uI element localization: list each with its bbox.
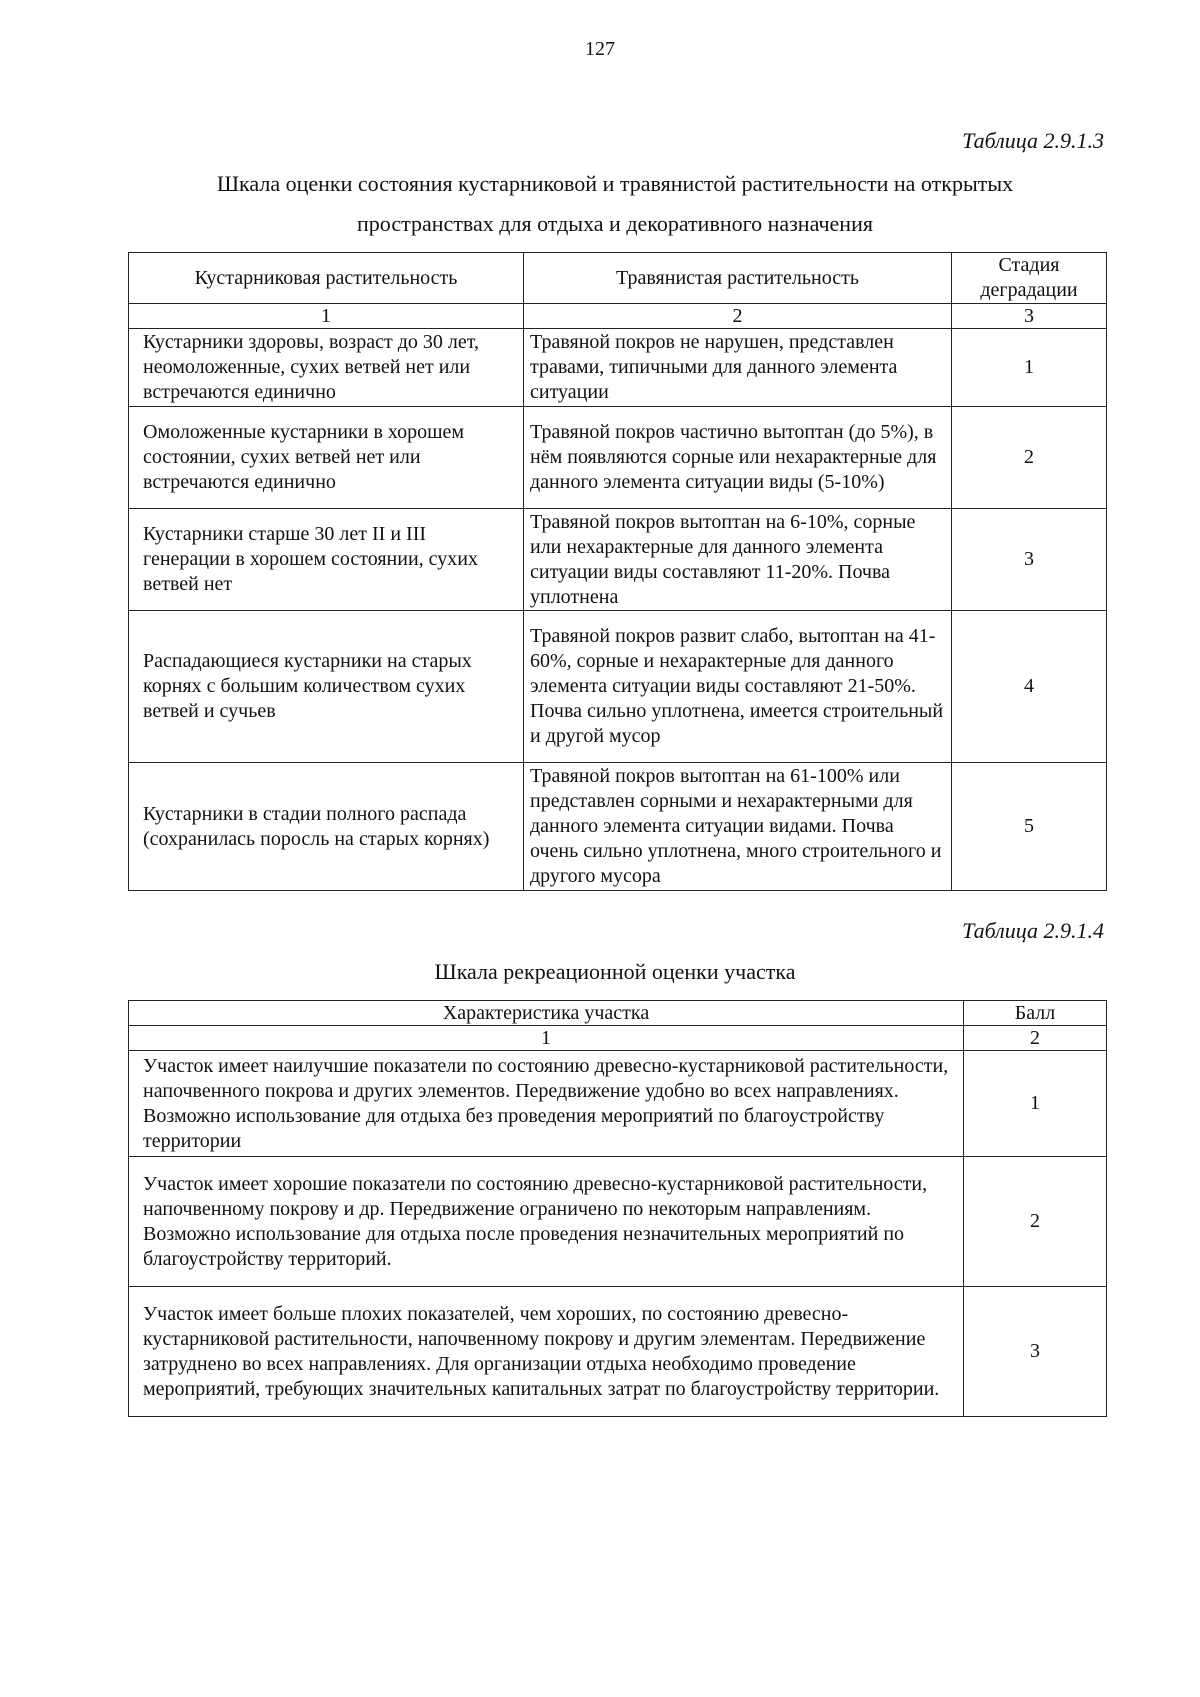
stage-cell: 4 bbox=[952, 611, 1107, 763]
table-row bbox=[129, 763, 1107, 891]
score-cell: 2 bbox=[964, 1157, 1107, 1287]
grass-cell: Травяной покров вытоптан на 61-100% или представлен сорными и нехарактерными для данного элемента ситуации видами. Почва очень сильно уплотнена, много строительного и другого мусора bbox=[524, 763, 952, 891]
column-number: 2 bbox=[964, 1026, 1107, 1051]
table-header-row bbox=[129, 1001, 1107, 1026]
table-header-row bbox=[129, 253, 1107, 304]
grass-cell: Травяной покров частично вытоптан (до 5%), в нём появляются сорные или нехарактерные для данного элемента ситуации виды (5-10%) bbox=[524, 407, 952, 509]
table-row bbox=[129, 1051, 1107, 1157]
table-row bbox=[129, 1157, 1107, 1287]
table1-caption-line2: пространствах для отдыха и декоративного назначения bbox=[357, 211, 873, 236]
table-row bbox=[129, 1287, 1107, 1417]
shrub-cell: Омоложенные кустарники в хорошем состоянии, сухих ветвей нет или встречаются единично bbox=[129, 407, 524, 509]
shrub-cell: Кустарники старше 30 лет II и III генерации в хорошем состоянии, сухих ветвей нет bbox=[129, 509, 524, 611]
column-number: 1 bbox=[129, 1026, 964, 1051]
table1-label: Таблица 2.9.1.3 bbox=[962, 128, 1104, 153]
grass-cell: Травяной покров не нарушен, представлен травами, типичными для данного элемента ситуации bbox=[524, 329, 952, 407]
stage-cell: 3 bbox=[952, 509, 1107, 611]
table1-caption bbox=[120, 164, 1110, 244]
description-cell: Участок имеет хорошие показатели по состоянию древесно-кустарниковой растительности, напочвенному покрову и др. Передвижение ограничено по некоторым направлениям. Возможно использование для отдыха после проведения незначительных мероприятий по благоустройству территорий. bbox=[129, 1157, 964, 1287]
table-row bbox=[129, 407, 1107, 509]
shrub-cell: Распадающиеся кустарники на старых корнях с большим количеством сухих ветвей и сучьев bbox=[129, 611, 524, 763]
score-cell: 1 bbox=[964, 1051, 1107, 1157]
header-stage: Стадия деградации bbox=[952, 253, 1107, 304]
table-row bbox=[129, 329, 1107, 407]
shrub-cell: Кустарники в стадии полного распада (сохранилась поросль на старых корнях) bbox=[129, 763, 524, 891]
column-number-row bbox=[129, 304, 1107, 329]
header-description: Характеристика участка bbox=[129, 1001, 964, 1026]
recreation-score-table bbox=[128, 1000, 1107, 1417]
table2-label: Таблица 2.9.1.4 bbox=[962, 918, 1104, 943]
page-number: 127 bbox=[585, 38, 615, 60]
column-number: 3 bbox=[952, 304, 1107, 329]
header-grass: Травянистая растительность bbox=[524, 253, 952, 304]
column-number: 2 bbox=[524, 304, 952, 329]
stage-cell: 2 bbox=[952, 407, 1107, 509]
description-cell: Участок имеет наилучшие показатели по состоянию древесно-кустарниковой растительности, напочвенного покрова и других элементов. Передвижение удобно во всех направлениях. Возможно использование для отдыха без проведения мероприятий по благоустройству территории bbox=[129, 1051, 964, 1157]
table-row bbox=[129, 509, 1107, 611]
grass-cell: Травяной покров вытоптан на 6-10%, сорные или нехарактерные для данного элемента ситуации виды составляют 11-20%. Почва уплотнена bbox=[524, 509, 952, 611]
table-row bbox=[129, 611, 1107, 763]
table1-caption-line1: Шкала оценки состояния кустарниковой и травянистой растительности на открытых bbox=[216, 171, 1014, 196]
stage-cell: 1 bbox=[952, 329, 1107, 407]
grass-cell: Травяной покров развит слабо, вытоптан на 41-60%, сорные и нехарактерные для данного элемента ситуации виды составляют 21-50%. Почва сильно уплотнена, имеется строительный и другой мусор bbox=[524, 611, 952, 763]
column-number-row bbox=[129, 1026, 1107, 1051]
header-shrub: Кустарниковая растительность bbox=[129, 253, 524, 304]
table2-caption: Шкала рекреационной оценки участка bbox=[434, 959, 796, 984]
shrub-cell: Кустарники здоровы, возраст до 30 лет, неомоложенные, сухих ветвей нет или встречаются единично bbox=[129, 329, 524, 407]
header-score: Балл bbox=[964, 1001, 1107, 1026]
description-cell: Участок имеет больше плохих показателей, чем хороших, по состоянию древесно-кустарниковой растительности, напочвенному покрову и другим элементам. Передвижение затруднено во всех направлениях. Для организации отдыха необходимо проведение мероприятий, требующих значительных капитальных затрат по благоустройству территории. bbox=[129, 1287, 964, 1417]
stage-cell: 5 bbox=[952, 763, 1107, 891]
vegetation-degradation-table bbox=[128, 252, 1107, 891]
score-cell: 3 bbox=[964, 1287, 1107, 1417]
column-number: 1 bbox=[129, 304, 524, 329]
